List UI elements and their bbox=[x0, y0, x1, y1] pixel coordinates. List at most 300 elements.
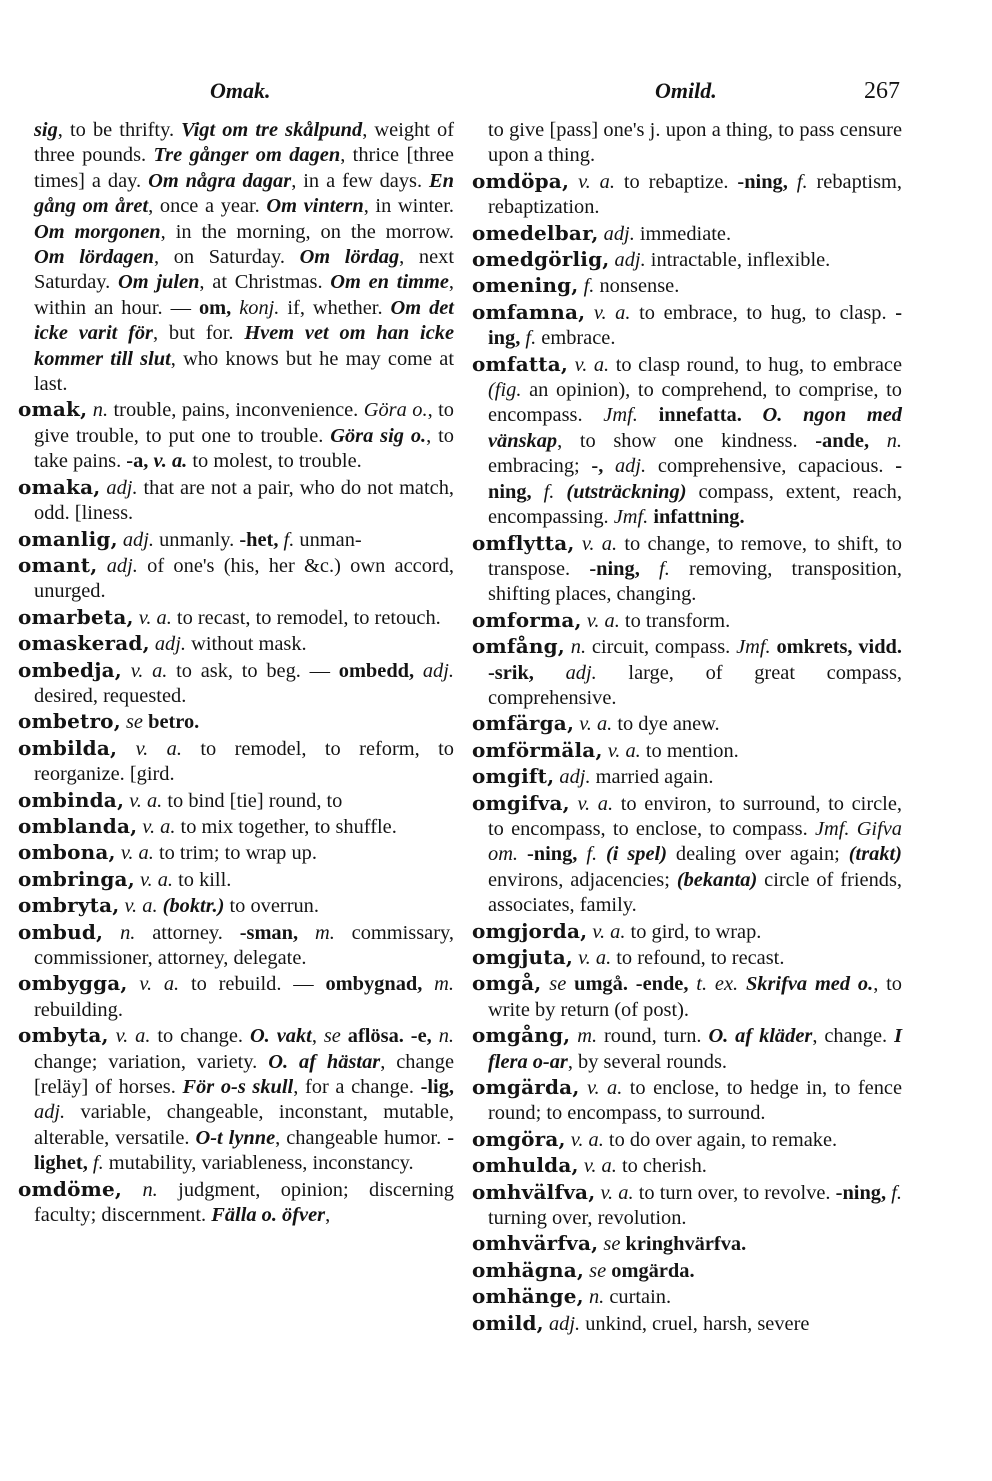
entry-text: attorney. bbox=[135, 921, 240, 944]
headword: omblanda, bbox=[18, 813, 138, 838]
entry-text: v. a. bbox=[115, 1025, 151, 1048]
headword: omhvärfva, bbox=[472, 1231, 599, 1256]
entry-text: judgment, opinion; discerning faculty; discernment. bbox=[34, 1178, 454, 1227]
headword: omant, bbox=[18, 552, 98, 577]
entry-text: Göra o. bbox=[363, 399, 428, 422]
entry-text: unmanly. bbox=[154, 528, 240, 551]
dictionary-entry bbox=[18, 658, 454, 710]
entry-text: Jmf. bbox=[603, 404, 638, 427]
entry-text: adj. bbox=[422, 659, 455, 682]
headword: ombona, bbox=[18, 840, 116, 865]
headword: omanlig, bbox=[18, 526, 118, 551]
entry-text bbox=[597, 843, 606, 865]
entry-text: adj. bbox=[614, 249, 646, 272]
entry-text bbox=[231, 297, 239, 319]
entry-text: v. a. bbox=[138, 606, 172, 629]
entry-text: married again. bbox=[590, 766, 714, 789]
entry-text bbox=[742, 404, 763, 426]
headword: omak, bbox=[18, 397, 88, 422]
entry-text: -a, bbox=[126, 450, 149, 473]
entry-text: turning over, revolution. bbox=[488, 1207, 687, 1230]
entry-text bbox=[738, 973, 746, 995]
entry-text: f. bbox=[525, 327, 537, 350]
entry-text: , at Christmas. bbox=[199, 271, 331, 294]
headword: omfång, bbox=[472, 634, 565, 659]
entry-text bbox=[628, 973, 636, 995]
entry-text: -ning, bbox=[526, 843, 578, 866]
dictionary-entry bbox=[18, 527, 454, 553]
entry-text bbox=[869, 430, 887, 452]
entry-text: Skrifva med o. bbox=[745, 973, 874, 996]
entry-text: adj. bbox=[614, 455, 647, 478]
entry-text: -ning, bbox=[589, 557, 640, 580]
entry-text: to transform. bbox=[619, 609, 731, 632]
entry-text: f. bbox=[92, 1152, 104, 1175]
entry-text: Gifva om. bbox=[488, 817, 902, 866]
entry-text: to rebaptize. bbox=[614, 170, 738, 193]
dictionary-entry bbox=[472, 945, 902, 971]
headword: omhägna, bbox=[472, 1257, 585, 1282]
entry-text: embracing; bbox=[488, 455, 592, 478]
dictionary-entry bbox=[18, 920, 454, 972]
entry-text: , change. bbox=[812, 1025, 895, 1048]
entry-text: n. bbox=[92, 399, 109, 422]
dictionary-entry bbox=[18, 893, 454, 919]
headword: omhänge, bbox=[472, 1284, 584, 1309]
entry-text: v. a. bbox=[577, 792, 614, 815]
entry-text: mutability, variableness, inconstancy. bbox=[103, 1152, 414, 1175]
entry-text: , to give trouble, to put one to trouble. bbox=[34, 399, 454, 447]
entry-text bbox=[566, 973, 574, 995]
entry-text: v. a. bbox=[586, 1077, 623, 1100]
dictionary-entry bbox=[472, 971, 902, 1023]
entry-text bbox=[568, 354, 575, 376]
headword: omgöra, bbox=[472, 1126, 566, 1151]
dictionary-entry bbox=[18, 867, 454, 893]
entry-text bbox=[603, 455, 615, 477]
entry-text: -sman, bbox=[239, 921, 299, 944]
entry-text: Göra sig o. bbox=[330, 424, 427, 447]
entry-text bbox=[414, 660, 423, 682]
entry-text: , who knows but he may come at last. bbox=[34, 347, 454, 396]
entry-text bbox=[580, 1077, 587, 1099]
entry-text: to dye anew. bbox=[612, 713, 720, 736]
headword: omgjorda, bbox=[472, 918, 588, 943]
entry-text bbox=[97, 555, 106, 577]
entry-text: -ing, bbox=[488, 301, 902, 350]
entry-text: to trim; to wrap up. bbox=[153, 842, 317, 865]
entry-text: konj. bbox=[239, 296, 280, 319]
entry-text: to enclose, to hedge in, to fence round; to encompass, to surround. bbox=[488, 1077, 902, 1125]
headword: omgång, bbox=[472, 1023, 571, 1048]
entry-text: v. a. bbox=[124, 895, 158, 918]
entry-text: v. a. bbox=[142, 815, 176, 838]
entry-text bbox=[640, 558, 659, 580]
entry-text bbox=[109, 1025, 116, 1047]
entry-text: adj. bbox=[106, 476, 138, 499]
entry-text bbox=[122, 1179, 142, 1201]
entry-text: to gird, to wrap. bbox=[625, 920, 762, 943]
entry-text: -srik, bbox=[488, 661, 534, 684]
entry-text: to cherish. bbox=[616, 1155, 707, 1178]
entry-text bbox=[432, 1025, 439, 1047]
entry-text: comprehensive, capacious. bbox=[646, 455, 896, 478]
entry-text: v. a. bbox=[570, 1128, 604, 1151]
entry-text: (boktr.) bbox=[162, 895, 225, 918]
entry-text: round, turn. bbox=[597, 1025, 709, 1048]
entry-text: v. a. bbox=[578, 170, 615, 193]
entry-text: se bbox=[323, 1025, 341, 1048]
entry-text: v. a. bbox=[600, 1181, 634, 1204]
entry-text bbox=[122, 660, 131, 682]
entry-text: Jmf. bbox=[613, 506, 649, 529]
entry-text: commissary, commissioner, attorney, delegate. bbox=[34, 921, 454, 969]
entry-text: Om vintern bbox=[266, 195, 364, 218]
entry-text: v. a. bbox=[153, 450, 188, 473]
entry-text: Om det icke varit för bbox=[34, 296, 454, 345]
entry-text: se bbox=[549, 973, 567, 996]
dictionary-entry bbox=[472, 1180, 902, 1232]
entry-text: to clasp round, to hug, to embrace bbox=[609, 353, 902, 376]
headword: ombetro, bbox=[18, 709, 121, 734]
dictionary-entry bbox=[18, 971, 454, 1023]
right-column bbox=[472, 118, 902, 1337]
entry-text: adj. bbox=[106, 554, 138, 577]
entry-text: unman- bbox=[294, 528, 362, 551]
dictionary-entry bbox=[472, 1311, 902, 1337]
headword: omforma, bbox=[472, 607, 582, 632]
headword: ombyta, bbox=[18, 1023, 109, 1048]
headword: omdöpa, bbox=[472, 168, 570, 193]
entry-text: sig bbox=[34, 119, 58, 141]
dictionary-entry bbox=[472, 791, 902, 919]
entry-text: Jmf. bbox=[814, 817, 850, 840]
entry-text: , next Saturday. bbox=[34, 246, 454, 294]
entry-text: to environ, to surround, to circle, to encompass, to enclose, to compass. bbox=[488, 792, 902, 840]
dictionary-entry bbox=[472, 221, 902, 247]
headword: ombilda, bbox=[18, 735, 118, 760]
entry-text: (i spel) bbox=[606, 843, 668, 866]
entry-text: an opinion), to comprehend, to comprise, to encompass. bbox=[488, 379, 902, 427]
entry-text: to overrun. bbox=[224, 895, 319, 918]
entry-text bbox=[422, 973, 434, 995]
dictionary-entry bbox=[472, 634, 902, 711]
headword: omaka, bbox=[18, 474, 101, 499]
entry-text: ombygnad, bbox=[325, 973, 423, 996]
headword: omgift, bbox=[472, 764, 555, 789]
entry-text: rebaptism, rebaptization. bbox=[488, 170, 902, 219]
entry-text: se bbox=[603, 1233, 621, 1256]
entry-text: f. bbox=[659, 557, 670, 580]
entry-text: omgärda. bbox=[611, 1259, 695, 1282]
entry-text: om, bbox=[198, 296, 232, 319]
entry-text: , for a change. bbox=[293, 1076, 421, 1099]
entry-text bbox=[103, 922, 120, 944]
entry-text: embrace. bbox=[536, 327, 616, 350]
entry-text: v. a. bbox=[129, 789, 163, 812]
entry-text: -ning, bbox=[488, 455, 902, 503]
entry-text: n. bbox=[886, 429, 902, 452]
dictionary-entry bbox=[18, 1023, 454, 1176]
entry-text: v. a. bbox=[579, 713, 613, 736]
entry-text: v. a. bbox=[586, 609, 620, 632]
dictionary-entry bbox=[472, 738, 902, 764]
dictionary-entry bbox=[472, 1075, 902, 1127]
entry-text: adj. bbox=[122, 528, 155, 551]
entry-text: Tre gånger om dagen bbox=[153, 144, 341, 167]
entry-text: Vigt om tre skålpund bbox=[181, 119, 363, 141]
headword: omedgörlig, bbox=[472, 247, 610, 272]
dictionary-entry bbox=[472, 764, 902, 790]
entry-text: v. a. bbox=[135, 737, 182, 760]
entry-text: m. bbox=[577, 1025, 598, 1048]
entry-text: , to show one kindness. bbox=[557, 429, 816, 452]
entry-text: , in the morning, on the morrow. bbox=[160, 220, 455, 243]
entry-text: to kill. bbox=[173, 868, 232, 891]
page-number: 267 bbox=[864, 78, 900, 104]
headword: omfatta, bbox=[472, 351, 569, 376]
entry-text: desired, requested. bbox=[34, 684, 187, 707]
entry-text: change; variation, variety. bbox=[34, 1050, 269, 1073]
entry-text: , in a few days. bbox=[291, 169, 430, 192]
entry-text: infattning. bbox=[653, 506, 745, 529]
dictionary-entry bbox=[18, 553, 454, 605]
entry-text: of one's (his, her &c.) own accord, unurged. bbox=[34, 554, 454, 603]
dictionary-entry bbox=[472, 919, 902, 945]
entry-text: n. bbox=[120, 921, 136, 944]
entry-text: umgå. bbox=[574, 973, 628, 996]
dictionary-entry bbox=[18, 814, 454, 840]
headword: ombryta, bbox=[18, 893, 120, 918]
entry-text: to rebuild. — bbox=[179, 973, 326, 996]
entry-text bbox=[117, 738, 135, 760]
entry-text: Om en timme bbox=[330, 271, 449, 294]
entry-text: circle of friends, associates, family. bbox=[488, 868, 902, 917]
entry-text: to refound, to recast. bbox=[611, 947, 785, 969]
dictionary-entry bbox=[18, 788, 454, 814]
entry-text: n. bbox=[570, 636, 587, 659]
entry-text: f. bbox=[283, 528, 295, 551]
entry-text: adj. bbox=[603, 222, 635, 245]
dictionary-entry bbox=[472, 1231, 902, 1257]
entry-text: v. a. bbox=[139, 973, 180, 996]
entry-text: immediate. bbox=[634, 222, 732, 245]
entry-text: v. a. bbox=[593, 301, 631, 324]
entry-text: Om lördagen bbox=[34, 246, 154, 269]
entry-text: v. a. bbox=[120, 842, 154, 865]
entry-text: to change, to remove, to shift, to transpose. bbox=[488, 532, 902, 580]
entry-continuation bbox=[472, 118, 902, 169]
entry-text: n. bbox=[588, 1286, 605, 1309]
headword: omgjuta, bbox=[472, 945, 574, 969]
entry-text: adj. bbox=[565, 661, 597, 684]
dictionary-entry bbox=[472, 531, 902, 608]
entry-text: Om julen bbox=[118, 271, 200, 294]
entry-text: rebuilding. bbox=[34, 998, 123, 1021]
entry-text: to do over again, to remake. bbox=[603, 1128, 838, 1151]
entry-text: that are not a pair, who do not match, odd. [liness. bbox=[34, 476, 454, 525]
entry-text: v. a. bbox=[139, 868, 174, 891]
entry-text: f. bbox=[891, 1181, 903, 1204]
entry-text: adj. bbox=[34, 1101, 66, 1124]
entry-text: intractable, inflexible. bbox=[645, 249, 831, 272]
dictionary-entry bbox=[472, 711, 902, 737]
entry-text: Om några dagar bbox=[148, 169, 292, 192]
dictionary-entry bbox=[472, 300, 902, 352]
headword: omfamna, bbox=[472, 299, 586, 324]
entry-text: ombedd, bbox=[338, 659, 415, 682]
entry-text: removing, transposition, shifting places, changing. bbox=[488, 557, 902, 606]
entry-text bbox=[788, 171, 797, 193]
entry-text: v. a. bbox=[592, 920, 626, 943]
dictionary-entry bbox=[472, 1284, 902, 1310]
entry-text: nonsense. bbox=[594, 275, 680, 298]
entry-text: to recast, to remodel, to retouch. bbox=[171, 606, 441, 629]
entry-text: -lighet, bbox=[34, 1126, 454, 1175]
headword: omfärga, bbox=[472, 711, 575, 736]
dictionary-entry bbox=[18, 736, 454, 788]
entry-text: Om lördag bbox=[299, 246, 400, 269]
entry-text: to remodel, to reform, to reorganize. [gird. bbox=[34, 737, 454, 786]
entry-text: , within an hour. — bbox=[34, 271, 454, 319]
dictionary-entry bbox=[18, 605, 454, 631]
entry-text: to mention. bbox=[640, 739, 739, 762]
entry-text: (utsträckning) bbox=[566, 480, 687, 503]
entry-text: Jmf. bbox=[736, 636, 771, 659]
dictionary-entry bbox=[472, 1258, 902, 1284]
left-column bbox=[18, 118, 454, 1228]
entry-text: Fälla o. öfver bbox=[211, 1204, 326, 1227]
entry-text: to ask, to beg. — bbox=[167, 659, 339, 682]
entry-text: to change. bbox=[150, 1025, 250, 1048]
entry-text: to give [pass] one's j. upon a thing, to pass censure upon a thing. bbox=[488, 119, 902, 167]
entry-text: without mask. bbox=[186, 633, 307, 656]
entry-text: to embrace, to hug, to clasp. bbox=[630, 301, 896, 324]
dictionary-entry bbox=[472, 247, 902, 273]
entry-text bbox=[585, 302, 594, 324]
entry-text: large, of great compass, comprehensive. bbox=[488, 661, 902, 709]
entry-text: trouble, pains, inconvenience. bbox=[108, 399, 364, 422]
dictionary-entry bbox=[472, 608, 902, 634]
entry-text: , to write by return (of post). bbox=[488, 973, 902, 1021]
dictionary-entry bbox=[18, 631, 454, 657]
dictionary-entry bbox=[472, 1127, 902, 1153]
entry-text: unkind, cruel, harsh, severe bbox=[580, 1312, 810, 1335]
entry-text: -e, bbox=[410, 1025, 432, 1048]
entry-text: betro. bbox=[148, 711, 200, 734]
entry-continuation bbox=[18, 118, 454, 397]
headword: omdöme, bbox=[18, 1176, 123, 1201]
entry-text bbox=[569, 171, 578, 193]
entry-text: f. bbox=[796, 170, 808, 193]
entry-text: -, bbox=[591, 455, 604, 478]
entry-text: , change [reläy] of horses. bbox=[34, 1050, 454, 1099]
entry-text bbox=[575, 533, 582, 555]
dictionary-entry bbox=[472, 1023, 902, 1075]
entry-text: variable, changeable, inconstant, mutable, alterable, versatile. bbox=[34, 1101, 454, 1149]
headword: ombud, bbox=[18, 919, 104, 944]
entry-text: O. ngon med vänskap bbox=[488, 404, 902, 452]
headword: omedelbar, bbox=[472, 220, 599, 245]
entry-text bbox=[554, 481, 566, 503]
headword: omild, bbox=[472, 1310, 544, 1335]
entry-text: f. bbox=[586, 843, 598, 866]
running-head-left: Omak. bbox=[210, 78, 271, 103]
entry-text bbox=[128, 973, 140, 995]
entry-text: -het, bbox=[239, 528, 279, 551]
headword: omening, bbox=[472, 273, 579, 298]
dictionary-entry bbox=[18, 397, 454, 474]
headword: ombinda, bbox=[18, 787, 125, 812]
entry-text: , thrice [three times] a day. bbox=[34, 144, 454, 192]
entry-text: v. a. bbox=[581, 532, 618, 555]
entry-text: , weight of three pounds. bbox=[34, 119, 454, 167]
entry-text: v. a. bbox=[607, 739, 641, 762]
entry-text: adj. bbox=[154, 633, 187, 656]
dictionary-entry bbox=[18, 1177, 454, 1229]
entry-text: , in winter. bbox=[363, 195, 454, 218]
entry-text: to mix together, to shuffle. bbox=[175, 815, 397, 838]
entry-text: -lig, bbox=[420, 1076, 454, 1099]
entry-text: omkrets, vidd. bbox=[776, 636, 902, 659]
entry-text: v. a. bbox=[130, 659, 168, 682]
entry-text: , by several rounds. bbox=[567, 1050, 727, 1073]
entry-text: , to take pains. bbox=[34, 424, 454, 473]
entry-text bbox=[341, 1025, 348, 1047]
entry-text bbox=[518, 843, 527, 865]
dictionary-entry bbox=[472, 273, 902, 299]
entry-text: v. a. bbox=[578, 947, 612, 969]
entry-text: v. a. bbox=[583, 1155, 617, 1178]
entry-text: kringhvärfva. bbox=[625, 1233, 747, 1256]
headword: omhvälfva, bbox=[472, 1179, 596, 1204]
entry-text: compass, extent, reach, encompassing. bbox=[488, 480, 902, 529]
entry-text: n. bbox=[142, 1178, 158, 1201]
entry-text: O. af kläder bbox=[708, 1025, 813, 1048]
entry-text: to turn over, to revolve. bbox=[633, 1181, 836, 1204]
entry-text: , to be thrifty. bbox=[57, 119, 182, 141]
entry-text bbox=[534, 662, 566, 684]
entry-text bbox=[404, 1025, 411, 1047]
entry-text: , changeable humor. bbox=[275, 1126, 448, 1149]
entry-text: O. vakt bbox=[249, 1025, 312, 1048]
entry-text: (fig. bbox=[488, 379, 522, 402]
entry-text: innefatta. bbox=[658, 404, 742, 427]
dictionary-entry bbox=[472, 1153, 902, 1179]
entry-text: O. af hästar bbox=[268, 1050, 381, 1073]
headword: omförmäla, bbox=[472, 737, 603, 762]
entry-text: , once a year. bbox=[148, 195, 267, 218]
entry-text: , on Saturday. bbox=[153, 246, 300, 269]
dictionary-entry bbox=[18, 709, 454, 735]
headword: omgifva, bbox=[472, 790, 570, 815]
entry-text bbox=[570, 793, 578, 815]
entry-text: m. bbox=[434, 973, 454, 996]
entry-text: f. bbox=[543, 480, 555, 503]
entry-text: to molest, to trouble. bbox=[187, 450, 362, 473]
headword: omgå, bbox=[472, 971, 542, 996]
entry-text: , bbox=[325, 1204, 331, 1227]
entry-text: adj. bbox=[548, 1312, 581, 1335]
dictionary-entry bbox=[472, 169, 902, 221]
entry-text: curtain. bbox=[604, 1286, 672, 1309]
running-head-right: Omild. bbox=[655, 78, 717, 103]
entry-text: (bekanta) bbox=[676, 868, 758, 891]
entry-text bbox=[849, 818, 856, 840]
entry-text: (trakt) bbox=[848, 843, 902, 866]
entry-text: f. bbox=[583, 275, 595, 298]
entry-text: , bbox=[311, 1025, 324, 1048]
